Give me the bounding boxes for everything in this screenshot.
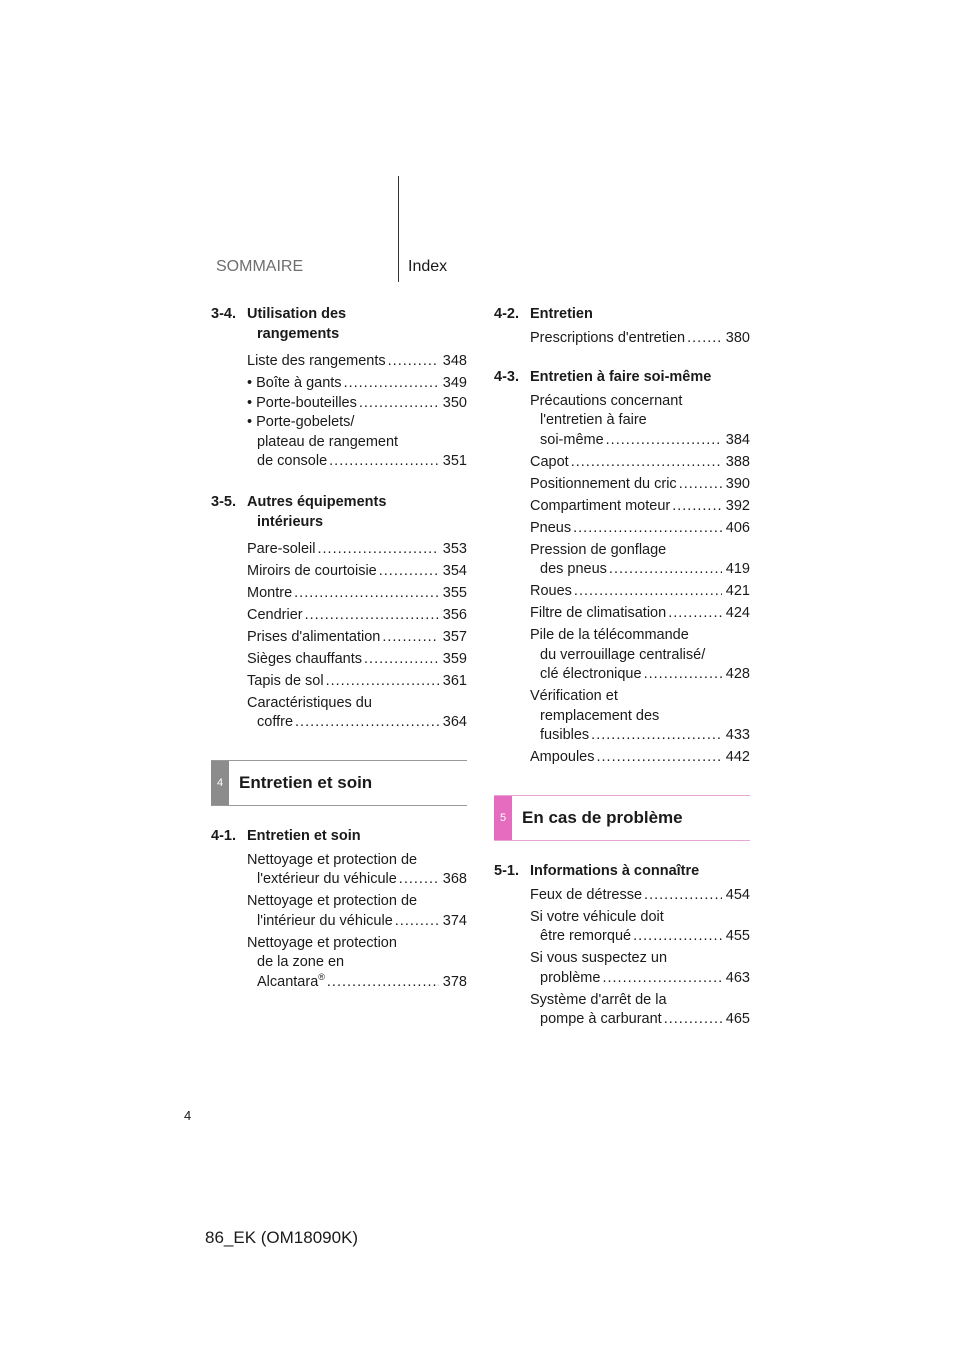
- toc-entry-label: Miroirs de courtoisie: [247, 562, 377, 579]
- toc-page-number: 357: [442, 628, 467, 645]
- toc-entry-line: Nettoyage et protection de: [247, 851, 418, 868]
- toc-entry[interactable]: [530, 392, 750, 451]
- toc-entry-label: • Boîte à gants: [247, 375, 342, 391]
- toc-page-number: 392: [725, 497, 750, 514]
- toc-page-number: 356: [442, 606, 467, 623]
- toc-page-number: 433: [725, 727, 750, 743]
- dot-leader: [606, 431, 722, 451]
- dot-leader: [633, 927, 722, 947]
- dot-leader: [672, 497, 722, 517]
- toc-page-number: 364: [442, 714, 467, 730]
- toc-entry[interactable]: [247, 562, 467, 582]
- section-title-cont: rangements: [257, 326, 340, 342]
- section-title: Entretien à faire soi-même: [530, 368, 712, 385]
- toc-page-number: 353: [442, 540, 467, 557]
- section-3-4: [211, 304, 467, 472]
- section-4-2: [494, 304, 750, 349]
- section-heading: [494, 304, 750, 324]
- toc-entry[interactable]: [247, 851, 467, 890]
- chapter-title: Entretien et soin: [239, 772, 373, 792]
- dot-leader: [326, 672, 439, 692]
- section-3-5: [211, 492, 467, 733]
- toc-entry[interactable]: [530, 475, 750, 495]
- toc-page-number: 421: [725, 583, 750, 599]
- toc-entry[interactable]: [247, 694, 467, 733]
- toc-entry-label: Alcantara: [257, 973, 319, 990]
- toc-entry-label: Prises d'alimentation: [247, 628, 381, 645]
- dot-leader: [295, 713, 439, 733]
- toc-entry[interactable]: [247, 606, 467, 626]
- toc-entry-label: Ampoules: [530, 749, 595, 765]
- toc-entry-line: Si vous suspectez un: [530, 950, 668, 966]
- toc-entry-line: l'entretien à faire: [540, 412, 647, 428]
- toc-entry-line: Nettoyage et protection: [247, 934, 397, 951]
- toc-entry[interactable]: [530, 949, 750, 988]
- section-number: 3-5.: [211, 493, 236, 510]
- toc-page-number: 359: [442, 650, 467, 667]
- section-heading: [494, 367, 750, 387]
- index-link[interactable]: Index: [408, 258, 448, 275]
- dot-leader: [574, 582, 722, 602]
- toc-page-number: 390: [725, 475, 750, 492]
- toc-entry[interactable]: [530, 604, 750, 624]
- dot-leader: [379, 562, 439, 582]
- dot-leader: [664, 1010, 722, 1030]
- toc-entry-line: • Porte-gobelets/: [247, 414, 355, 430]
- toc-entry-line: Pile de la télécommande: [530, 627, 689, 643]
- toc-entry-label: être remorqué: [540, 928, 632, 944]
- toc-entry-label: problème: [540, 969, 601, 986]
- toc-entry-label: Sièges chauffants: [247, 650, 363, 667]
- toc-entry-label: clé électronique: [540, 666, 642, 682]
- toc-entry-label: l'intérieur du véhicule: [257, 912, 393, 929]
- toc-page-number: 465: [725, 1011, 750, 1027]
- toc-entry[interactable]: [530, 497, 750, 517]
- section-title: Autres équipements: [247, 493, 387, 510]
- header-divider: [398, 176, 399, 282]
- dot-leader: [609, 560, 722, 580]
- toc-left-column: [211, 304, 467, 995]
- section-number: 3-4.: [211, 306, 236, 322]
- chapter-banner-4[interactable]: [211, 760, 467, 806]
- toc-entry[interactable]: [530, 687, 750, 746]
- dot-leader: [596, 748, 722, 768]
- section-5-1: [494, 861, 750, 1030]
- toc-entry-label: Prescriptions d'entretien: [530, 330, 686, 346]
- section-number: 4-1.: [211, 827, 236, 844]
- section-number: 4-3.: [494, 368, 519, 385]
- footer-code: 86_EK (OM18090K): [205, 1228, 359, 1247]
- dot-leader: [679, 475, 722, 495]
- toc-page-number: 368: [442, 871, 467, 887]
- toc-entry[interactable]: [247, 374, 467, 394]
- chapter-title: En cas de problème: [522, 807, 683, 827]
- toc-page-number: 354: [442, 562, 467, 579]
- section-number: 5-1.: [494, 862, 519, 879]
- toc-entry[interactable]: [530, 329, 750, 349]
- registered-mark: ®: [318, 971, 325, 982]
- toc-page-number: 384: [725, 431, 750, 448]
- toc-page-number: 378: [442, 973, 467, 990]
- toc-entry[interactable]: [247, 540, 467, 560]
- toc-entry[interactable]: [530, 519, 750, 539]
- dot-leader: [573, 519, 722, 539]
- toc-entry-label: Capot: [530, 453, 569, 470]
- toc-entry-line: Caractéristiques du: [247, 694, 372, 711]
- toc-entry-label: Pare-soleil: [247, 540, 316, 557]
- toc-entry[interactable]: [530, 886, 750, 906]
- toc-entry-line: du verrouillage centralisé/: [540, 646, 706, 663]
- dot-leader: [318, 540, 440, 560]
- sommaire-link[interactable]: SOMMAIRE: [216, 258, 304, 275]
- section-4-3: [494, 367, 750, 768]
- toc-entry-label: Feux de détresse: [530, 886, 643, 903]
- dot-leader: [591, 726, 722, 746]
- toc-entry[interactable]: [530, 908, 750, 947]
- toc-entry-label: Compartiment moteur: [530, 497, 671, 514]
- section-heading: [211, 826, 467, 846]
- toc-page-number: 361: [442, 672, 467, 689]
- dot-leader: [388, 352, 439, 372]
- toc-entry[interactable]: [247, 394, 467, 414]
- toc-entry[interactable]: [247, 934, 467, 993]
- section-title: Informations à connaître: [530, 862, 700, 879]
- toc-entry[interactable]: [247, 892, 467, 931]
- toc-entry-line: Précautions concernant: [530, 392, 683, 409]
- toc-page-number: 348: [442, 353, 467, 369]
- dot-leader: [602, 969, 722, 989]
- toc-entry[interactable]: [530, 991, 750, 1030]
- toc-entry[interactable]: [247, 352, 467, 372]
- toc-page-number: 349: [442, 375, 467, 391]
- toc-entry-label: Cendrier: [247, 606, 303, 623]
- toc-entry-line: de la zone en: [257, 954, 345, 970]
- dot-leader: [399, 870, 439, 890]
- toc-entry-label: Montre: [247, 584, 293, 601]
- section-4-1: [211, 826, 467, 993]
- toc-entry-label: l'extérieur du véhicule: [257, 871, 397, 887]
- dot-leader: [364, 650, 439, 670]
- chapter-tab: 5: [494, 796, 512, 840]
- toc-page-number: 380: [725, 330, 750, 346]
- section-title-cont: intérieurs: [257, 513, 324, 530]
- toc-entry-line: Vérification et: [530, 688, 618, 704]
- toc-page-number: 351: [442, 453, 467, 469]
- toc-entry-label: Liste des rangements: [247, 353, 386, 369]
- section-title: Entretien: [530, 306, 593, 322]
- toc-entry-label: Tapis de sol: [247, 672, 324, 689]
- toc-entry[interactable]: [247, 628, 467, 648]
- toc-entry-line: Nettoyage et protection de: [247, 893, 418, 909]
- toc-right-column: [494, 304, 750, 1032]
- toc-entry-line: remplacement des: [540, 707, 660, 724]
- toc-page-number: 406: [725, 519, 750, 536]
- toc-page-number: 463: [725, 969, 750, 986]
- chapter-tab: 4: [211, 761, 229, 805]
- section-title: Entretien et soin: [247, 827, 361, 844]
- toc-entry-label: Positionnement du cric: [530, 475, 677, 492]
- toc-entry-label: Roues: [530, 583, 572, 599]
- toc-entry[interactable]: [530, 626, 750, 685]
- toc-page-number: 454: [725, 886, 750, 903]
- toc-page-number: 424: [725, 605, 750, 621]
- toc-entry[interactable]: [247, 672, 467, 692]
- toc-entry-label: pompe à carburant: [540, 1011, 662, 1027]
- toc-entry-label: Filtre de climatisation: [530, 605, 667, 621]
- section-heading: [211, 492, 467, 532]
- toc-entry-line: Système d'arrêt de la: [530, 991, 667, 1008]
- toc-entry-label: coffre: [257, 714, 294, 730]
- toc-entry[interactable]: [530, 582, 750, 602]
- toc-entry-line: Pression de gonflage: [530, 541, 667, 558]
- dot-leader: [644, 886, 722, 906]
- toc-page-number: 374: [442, 912, 467, 929]
- section-heading: [211, 304, 467, 344]
- toc-page-number: 419: [725, 561, 750, 577]
- dot-leader: [305, 606, 439, 626]
- toc-entry[interactable]: [530, 453, 750, 473]
- toc-entry-label: de console: [257, 453, 328, 469]
- toc-entry[interactable]: [530, 541, 750, 580]
- toc-page-number: 355: [442, 584, 467, 601]
- toc-entry-line: plateau de rangement: [257, 433, 399, 450]
- toc-entry-label: Pneus: [530, 519, 572, 536]
- dot-leader: [395, 912, 439, 932]
- toc-entry[interactable]: [247, 584, 467, 604]
- section-title: Utilisation des: [247, 306, 347, 322]
- toc-entry[interactable]: [247, 413, 467, 472]
- toc-entry-label: des pneus: [540, 561, 607, 577]
- section-heading: [494, 861, 750, 881]
- dot-leader: [687, 329, 722, 349]
- dot-leader: [344, 374, 439, 394]
- dot-leader: [644, 665, 722, 685]
- toc-entry-label: • Porte-bouteilles: [247, 394, 357, 411]
- toc-entry-label: soi-même: [540, 431, 604, 448]
- toc-entry[interactable]: [530, 748, 750, 768]
- toc-entry-label: fusibles: [540, 727, 590, 743]
- dot-leader: [571, 453, 722, 473]
- toc-page-number: 455: [725, 928, 750, 944]
- toc-entry-line: Si votre véhicule doit: [530, 908, 664, 925]
- toc-entry[interactable]: [247, 650, 467, 670]
- dot-leader: [294, 584, 439, 604]
- dot-leader: [327, 973, 439, 993]
- toc-page-number: 350: [442, 394, 467, 411]
- section-number: 4-2.: [494, 306, 519, 322]
- toc-page-number: 388: [725, 453, 750, 470]
- toc-page-number: 442: [725, 749, 750, 765]
- dot-leader: [382, 628, 439, 648]
- page-number: 4: [184, 1108, 192, 1123]
- dot-leader: [359, 394, 439, 414]
- chapter-banner-5[interactable]: [494, 795, 750, 841]
- dot-leader: [329, 452, 439, 472]
- toc-page-number: 428: [725, 666, 750, 682]
- dot-leader: [668, 604, 722, 624]
